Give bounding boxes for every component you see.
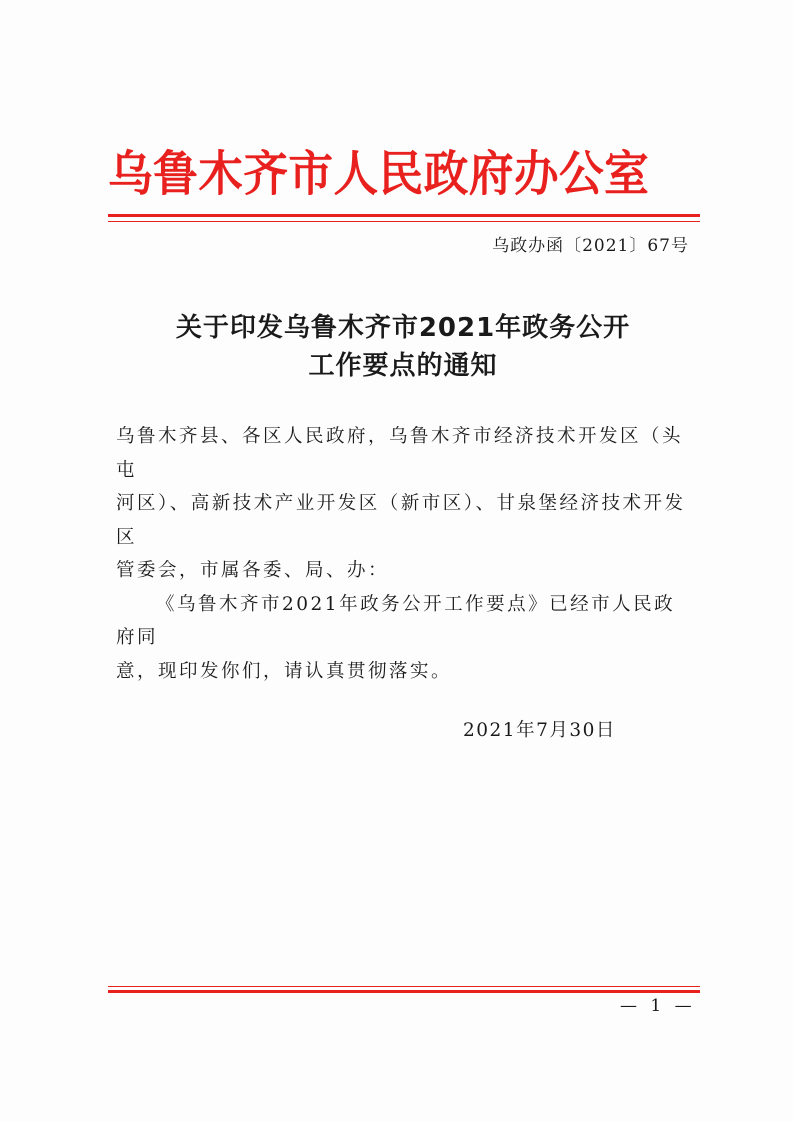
document-date: 2021年7月30日 [463, 720, 616, 741]
body-paragraph-line-2: 意，现印发你们，请认真贯彻落实。 [116, 660, 453, 682]
page-number: — 1 — [620, 996, 696, 1016]
recipients-line-1: 乌鲁木齐县、各区人民政府，乌鲁木齐市经济技术开发区（头屯 [116, 426, 684, 481]
footer-red-rule-thick [108, 990, 700, 993]
recipients-line-3: 管委会，市属各委、局、办： [116, 560, 390, 581]
body-paragraph-line-1: 《乌鲁木齐市2021年政务公开工作要点》已经市人民政府同 [116, 593, 676, 648]
letterhead-org-name: 乌鲁木齐市人民政府办公室 [108, 146, 650, 202]
document-number: 乌政办函〔2021〕67号 [492, 236, 689, 256]
letterhead-red-rule-thin [108, 221, 700, 222]
document-title-line-1: 关于印发乌鲁木齐市2021年政务公开 [175, 313, 631, 343]
letterhead-red-rule-thick [108, 214, 700, 217]
document-body [116, 420, 696, 688]
document-title-line-2: 工作要点的通知 [308, 351, 498, 381]
footer-red-rule-thin [108, 986, 700, 987]
recipients-line-2: 河区）、高新技术产业开发区（新市区）、甘泉堡经济技术开发区 [116, 493, 686, 548]
document-title [108, 309, 698, 385]
